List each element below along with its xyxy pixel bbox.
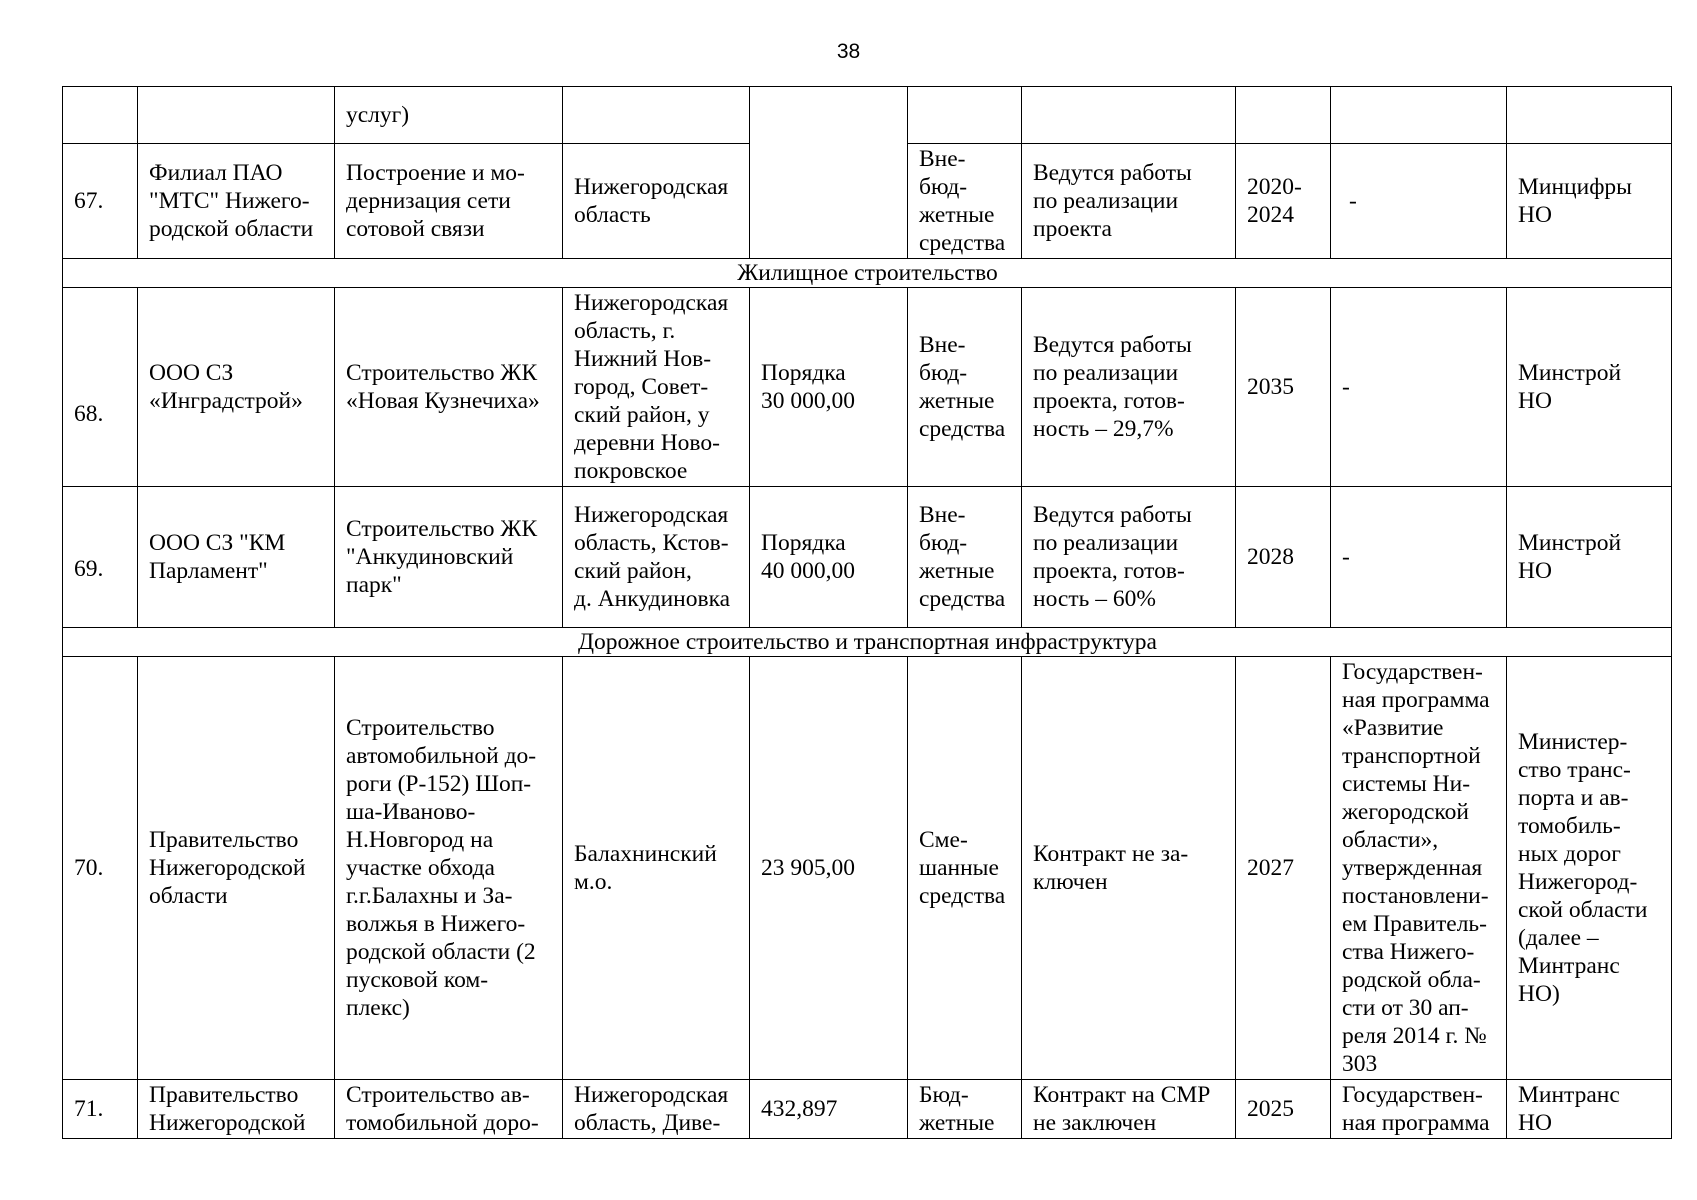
cell-period: [1236, 87, 1331, 144]
initiator-text: ООО СЗ "КМ Парламент": [149, 530, 286, 584]
cell-responsible: [1507, 1080, 1672, 1139]
table-row: [63, 1080, 1672, 1139]
cell-purpose: [335, 1080, 563, 1139]
cell-status: [1022, 288, 1236, 487]
purpose-text: Построение и мо- дернизация сети сотовой связи: [346, 160, 525, 242]
location-text: Балахнинский м.о.: [574, 841, 717, 895]
responsible-text: Минстрой НО: [1518, 360, 1622, 414]
page-number: 38: [836, 40, 861, 63]
cell-num: [63, 144, 138, 259]
purpose-text: услуг): [346, 102, 410, 128]
period-text: 2025: [1247, 1096, 1294, 1122]
responsible-text: Минцифры НО: [1518, 174, 1632, 228]
responsible-text: Министер- ство транс- порта и ав- томобиль- ных дорог Нижегород- ской области (далее – Минтранс НО): [1518, 729, 1648, 1007]
cost-text: 432,897: [761, 1096, 838, 1122]
period-text: 2028: [1247, 544, 1294, 570]
cell-location: [563, 87, 750, 144]
purpose-text: Строительство ЖК "Анкудиновский парк": [346, 516, 538, 598]
cell-cost: [750, 87, 908, 144]
table-row: [63, 657, 1672, 1080]
cell-responsible: [1507, 288, 1672, 487]
section-title-roads: Дорожное строительство и транспортная инфраструктура: [63, 628, 1672, 657]
status-text: Ведутся работы по реализации проекта: [1033, 160, 1192, 242]
purpose-text: Строительство ав- томобильной доро-: [346, 1082, 539, 1136]
cell-period: [1236, 487, 1331, 628]
cell-purpose: [335, 487, 563, 628]
source-text: Бюд- жетные: [919, 1082, 995, 1136]
cell-initiator: [138, 144, 335, 259]
cost-text: Порядка 30 000,00: [761, 360, 855, 414]
program-text: -: [1342, 544, 1350, 570]
cell-source: [908, 144, 1022, 259]
cell-cost: [750, 288, 908, 487]
cell-source: [908, 288, 1022, 487]
purpose-text: Строительство автомобильной до- роги (Р-152) Шоп- ша-Иваново- Н.Новгород на участке обхода г.г.Балахны и За- волжья в Нижего- родской области (2 пусковой ком- плекс): [346, 715, 537, 1021]
cell-source: [908, 657, 1022, 1080]
cell-program: [1331, 487, 1507, 628]
row-number: 67.: [74, 188, 104, 214]
cell-num: [63, 657, 138, 1080]
row-number: 71.: [74, 1096, 104, 1122]
location-text: Нижегородская область, Диве-: [574, 1082, 729, 1136]
cell-initiator: [138, 288, 335, 487]
initiator-text: Правительство Нижегородской: [149, 1082, 306, 1136]
cell-responsible: [1507, 144, 1672, 259]
location-text: Нижегородская область, г. Нижний Нов- город, Совет- ский район, у деревни Ново- покровское: [574, 290, 729, 484]
cell-period: [1236, 1080, 1331, 1139]
cell-program: [1331, 288, 1507, 487]
section-row: [63, 259, 1672, 288]
cell-location: [563, 1080, 750, 1139]
cell-program: [1331, 657, 1507, 1080]
source-text: Вне- бюд- жетные средства: [919, 502, 1006, 612]
period-text: 2020- 2024: [1247, 174, 1302, 228]
table-row-continuation: [63, 87, 1672, 144]
cell-location: [563, 657, 750, 1080]
table-row: [63, 288, 1672, 487]
cell-cost: [750, 487, 908, 628]
program-text: Государствен- ная программа: [1342, 1082, 1490, 1136]
cell-location: [563, 487, 750, 628]
row-number: 69.: [74, 555, 104, 582]
cell-period: [1236, 288, 1331, 487]
period-text: 2027: [1247, 855, 1294, 881]
cell-program: [1331, 1080, 1507, 1139]
row-number: 70.: [74, 855, 104, 881]
period-text: 2035: [1247, 374, 1294, 400]
cell-location: [563, 144, 750, 259]
cell-location: [563, 288, 750, 487]
cell-num: [63, 87, 138, 144]
cell-purpose: [335, 288, 563, 487]
source-text: Вне- бюд- жетные средства: [919, 332, 1006, 442]
cell-cost: [750, 657, 908, 1080]
cell-cost: [750, 1080, 908, 1139]
section-row: [63, 628, 1672, 657]
program-text: Государствен- ная программа «Развитие транспортной системы Ни- жегородской области», утвержденная постановлени- ем Правитель- ства Нижего- родской обла- сти от 30 ап- реля 2014 г. № 303: [1342, 659, 1490, 1077]
status-text: Ведутся работы по реализации проекта, готов- ность – 60%: [1033, 502, 1192, 612]
cell-responsible: [1507, 87, 1672, 144]
cell-responsible: [1507, 657, 1672, 1080]
cell-num: [63, 1080, 138, 1139]
initiator-text: Правительство Нижегородской области: [149, 827, 306, 909]
responsible-text: Минтранс НО: [1518, 1082, 1620, 1136]
cell-purpose: [335, 87, 563, 144]
cell-source: [908, 1080, 1022, 1139]
location-text: Нижегородская область: [574, 174, 729, 228]
cell-status: [1022, 144, 1236, 259]
status-text: Контракт не за- ключен: [1033, 841, 1189, 895]
projects-table: [62, 86, 1672, 1139]
cell-period: [1236, 657, 1331, 1080]
program-text: -: [1349, 188, 1357, 214]
cell-status: [1022, 487, 1236, 628]
cell-purpose: [335, 144, 563, 259]
status-text: Ведутся работы по реализации проекта, готов- ность – 29,7%: [1033, 332, 1192, 442]
status-text: Контракт на СМР не заключен: [1033, 1082, 1211, 1136]
source-text: Сме- шанные средства: [919, 827, 1006, 909]
program-text: -: [1342, 374, 1350, 400]
cell-initiator: [138, 87, 335, 144]
cell-period: [1236, 144, 1331, 259]
cell-source: [908, 87, 1022, 144]
location-text: Нижегородская область, Кстов- ский район, д. Анкудиновка: [574, 502, 731, 612]
responsible-text: Минстрой НО: [1518, 530, 1622, 584]
cell-purpose: [335, 657, 563, 1080]
purpose-text: Строительство ЖК «Новая Кузнечиха»: [346, 360, 540, 414]
table-row: [63, 144, 1672, 259]
cell-responsible: [1507, 487, 1672, 628]
cost-text: 23 905,00: [761, 855, 855, 881]
cell-status: [1022, 1080, 1236, 1139]
cell-program: [1331, 144, 1507, 259]
cell-program: [1331, 87, 1507, 144]
cell-num: [63, 288, 138, 487]
row-number: 68.: [74, 400, 104, 427]
table-row: [63, 487, 1672, 628]
initiator-text: Филиал ПАО "МТС" Нижего- родской области: [149, 160, 314, 242]
source-text: Вне- бюд- жетные средства: [919, 146, 1006, 256]
cell-cost: [750, 144, 908, 259]
cell-initiator: [138, 657, 335, 1080]
cell-num: [63, 487, 138, 628]
cell-source: [908, 487, 1022, 628]
cost-text: Порядка 40 000,00: [761, 530, 855, 584]
cell-initiator: [138, 487, 335, 628]
cell-status: [1022, 87, 1236, 144]
cell-status: [1022, 657, 1236, 1080]
section-title-housing: Жилищное строительство: [63, 259, 1672, 288]
cell-initiator: [138, 1080, 335, 1139]
initiator-text: ООО СЗ «Инградстрой»: [149, 360, 303, 414]
